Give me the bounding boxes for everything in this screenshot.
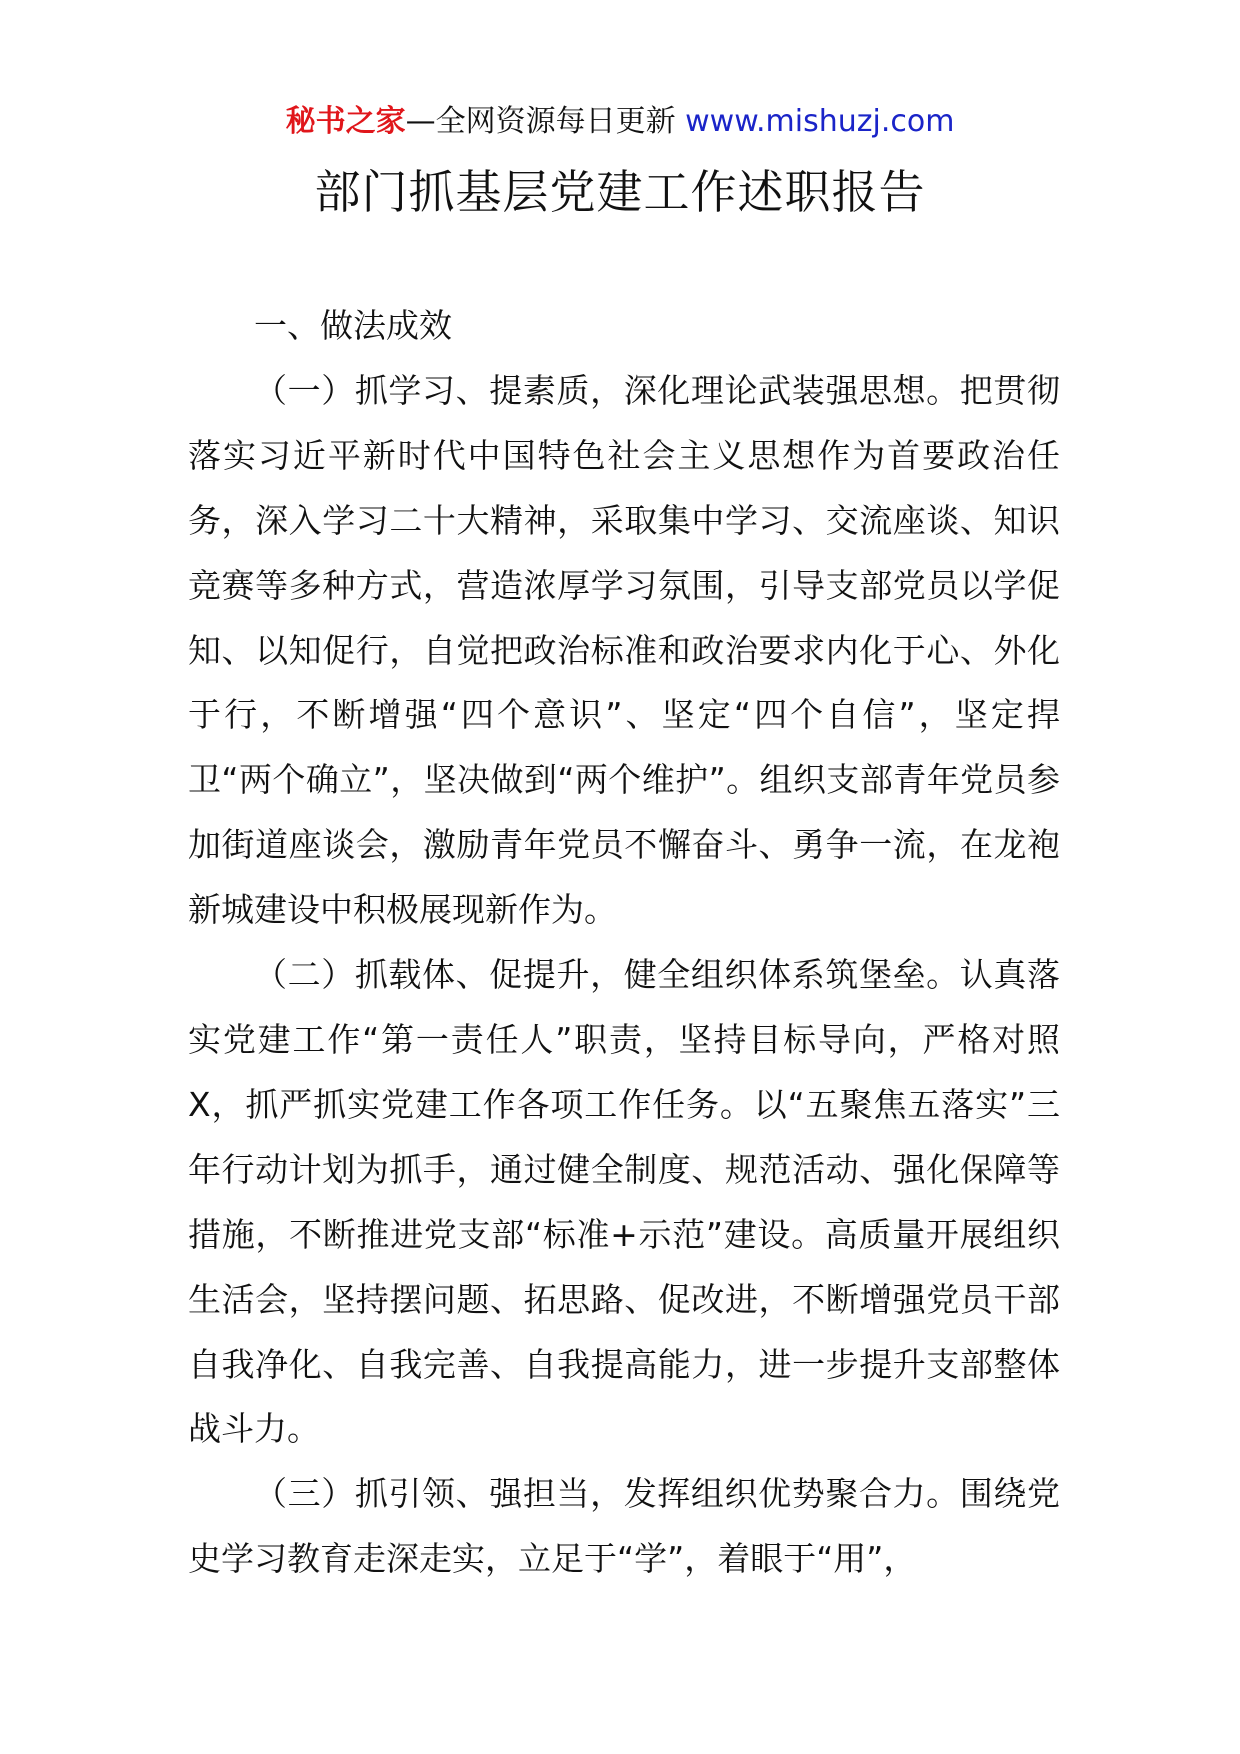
paragraph-2: （二）抓载体、促提升，健全组织体系筑堡垒。认真落实党建工作“第一责任人”职责，坚持目标导向，严格对照X，抓严抓实党建工作各项工作任务。以“五聚焦五落实”三年行动计划为抓手，通过健全制度、规范活动、强化保障等措施，不断推进党支部“标准+示范”建设。高质量开展组织生活会，坚持摆问题、拓思路、促改进，不断增强党员干部自我净化、自我完善、自我提高能力，进一步提升支部整体战斗力。 [188, 955, 1060, 1449]
site-banner [0, 100, 1240, 144]
document-title: 部门抓基层党建工作述职报告 [314, 165, 926, 219]
banner-url-link[interactable]: www.mishuzj.com [685, 104, 955, 139]
paragraph-1: （一）抓学习、提素质，深化理论武装强思想。把贯彻落实习近平新时代中国特色社会主义思想作为首要政治任务，深入学习二十大精神，采取集中学习、交流座谈、知识竞赛等多种方式，营造浓厚学习氛围，引导支部党员以学促知、以知促行，自觉把政治标准和政治要求内化于心、外化于行，不断增强“四个意识”、坚定“四个自信”，坚定捍卫“两个确立”，坚决做到“两个维护”。组织支部青年党员参加街道座谈会，激励青年党员不懈奋斗、勇争一流，在龙袍新城建设中积极展现新作为。 [188, 370, 1060, 930]
section-heading: 一、做法成效 [254, 306, 452, 345]
paragraph-3: （三）抓引领、强担当，发挥组织优势聚合力。围绕党史学习教育走深走实，立足于“学”，着眼于“用”， [188, 1474, 1060, 1579]
banner-tagline: —全网资源每日更新 [405, 104, 676, 139]
banner-brand: 秘书之家 [285, 104, 406, 139]
document-body [188, 294, 1060, 1592]
